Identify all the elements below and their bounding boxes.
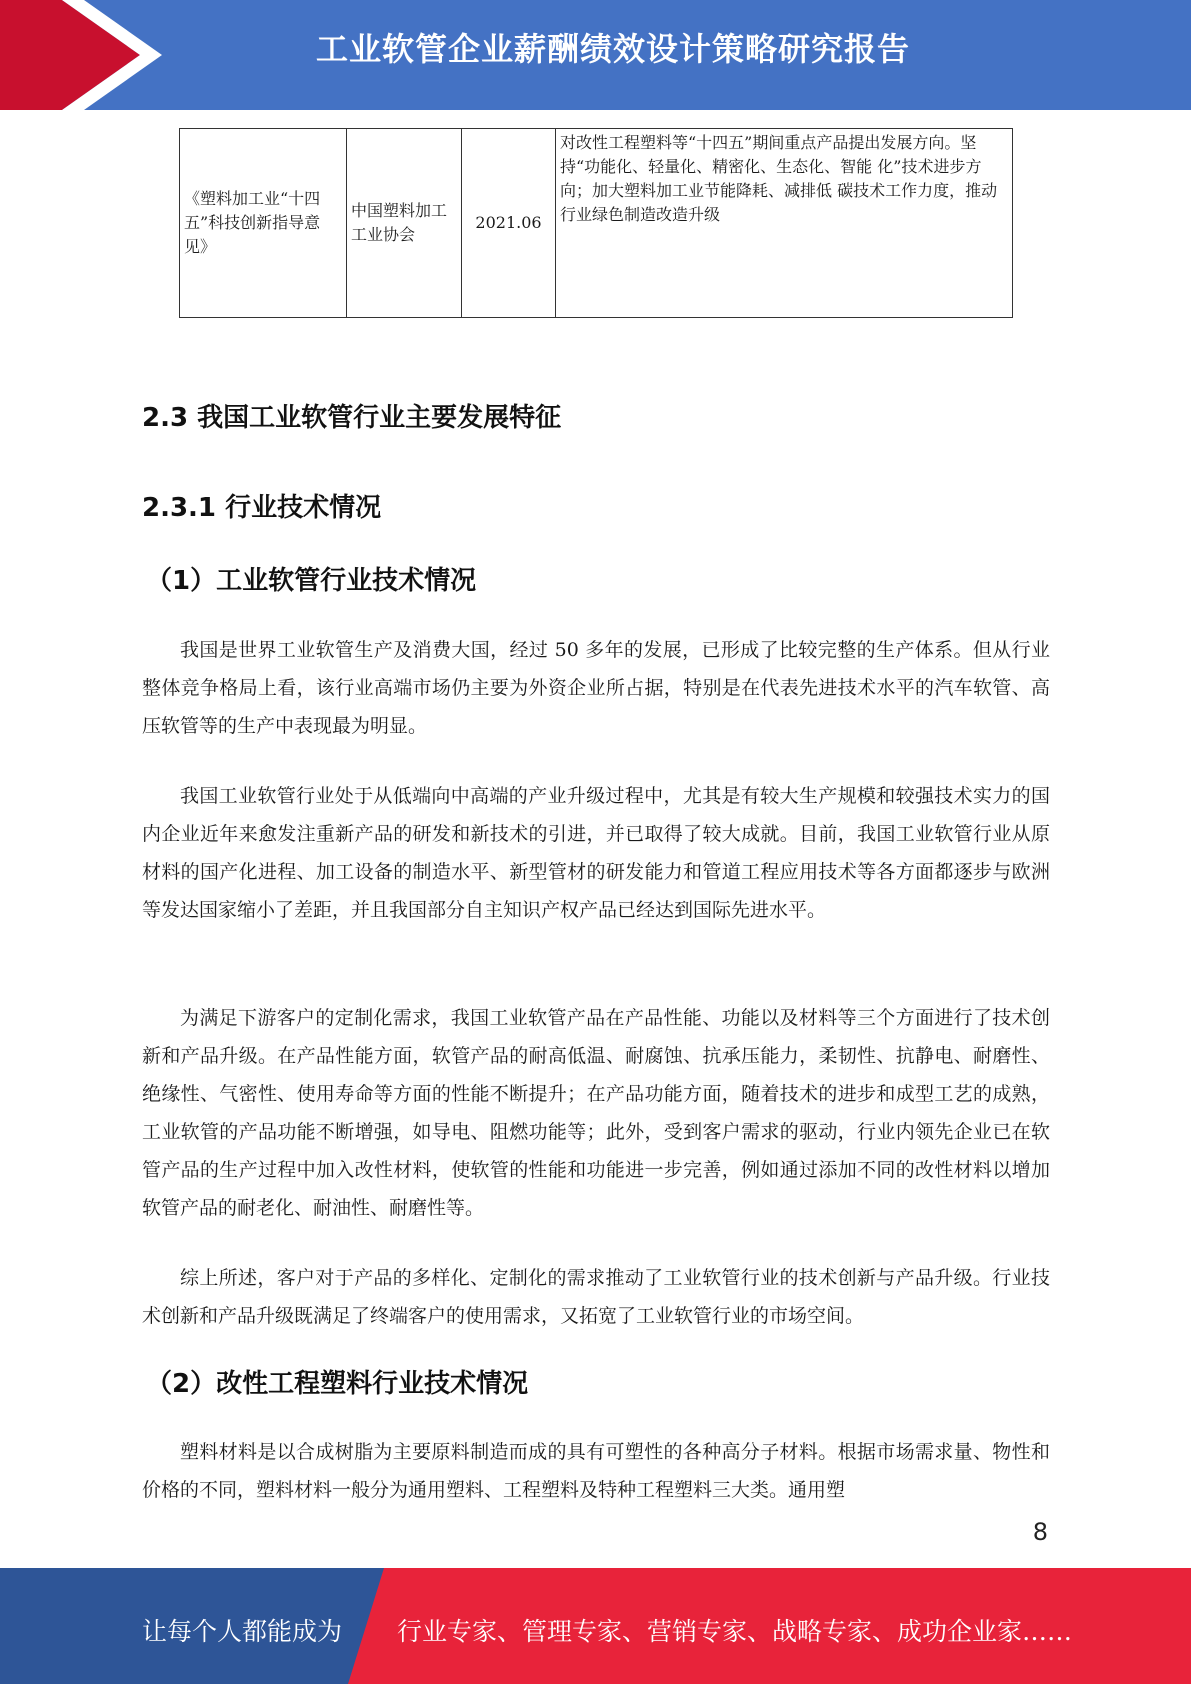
page-footer	[0, 1568, 1191, 1684]
footer-slogan-left: 让每个人都能成为	[142, 1617, 343, 1646]
body-paragraph: 我国工业软管行业处于从低端向中高端的产业升级过程中，尤其是有较大生产规模和较强技术实力的国内企业近年来愈发注重新产品的研发和新技术的引进，并已取得了较大成就。目前，我国工业软管行业从原材料的国产化进程、加工设备的制造水平、新型管材的研发能力和管道工程应用技术等各方面都逐步与欧洲等发达国家缩小了差距，并且我国部分自主知识产权产品已经达到国际先进水平。	[142, 785, 1050, 921]
footer-slogan-right: 行业专家、管理专家、营销专家、战略专家、成功企业家……	[397, 1617, 1073, 1646]
table-row	[180, 129, 1013, 318]
body-paragraph: 综上所述，客户对于产品的多样化、定制化的需求推动了工业软管行业的技术创新与产品升级。行业技术创新和产品升级既满足了终端客户的使用需求，又拓宽了工业软管行业的市场空间。	[142, 1267, 1050, 1327]
subsection-heading-hose-tech: （1）工业软管行业技术情况	[146, 566, 477, 596]
policy-content-cell: 对改性工程塑料等“十四五”期间重点产品提出发展方向。坚持“功能化、轻量化、精密化、生态化、智能 化”技术进步方向；加大塑料加工业节能降耗、减排低 碳技术工作力度，推动行业绿色制造改造升级	[556, 129, 1013, 318]
report-title: 工业软管企业薪酬绩效设计策略研究报告	[316, 30, 911, 68]
subsection-heading-plastics-tech: （2）改性工程塑料行业技术情况	[146, 1369, 529, 1399]
body-paragraph: 为满足下游客户的定制化需求，我国工业软管产品在产品性能、功能以及材料等三个方面进行了技术创新和产品升级。在产品性能方面，软管产品的耐高低温、耐腐蚀、抗承压能力，柔韧性、抗静电、耐磨性、绝缘性、气密性、使用寿命等方面的性能不断提升；在产品功能方面，随着技术的进步和成型工艺的成熟，工业软管的产品功能不断增强，如导电、阻燃功能等；此外，受到客户需求的驱动，行业内领先企业已在软管产品的生产过程中加入改性材料，使软管的性能和功能进一步完善，例如通过添加不同的改性材料以增加软管产品的耐老化、耐油性、耐磨性等。	[142, 1007, 1050, 1219]
policy-name-cell: 《塑料加工业“十四五”科技创新指导意见》	[180, 129, 347, 318]
section-heading-2-3-1: 2.3.1 行业技术情况	[142, 493, 382, 523]
policy-date-cell: 2021.06	[462, 129, 556, 318]
body-paragraph: 塑料材料是以合成树脂为主要原料制造而成的具有可塑性的各种高分子材料。根据市场需求量、物性和价格的不同，塑料材料一般分为通用塑料、工程塑料及特种工程塑料三大类。通用塑	[142, 1441, 1050, 1501]
page-header	[0, 0, 1191, 110]
page-number: 8	[1032, 1518, 1048, 1546]
policy-table	[179, 128, 1013, 318]
body-paragraph: 我国是世界工业软管生产及消费大国，经过 50 多年的发展，已形成了比较完整的生产体系。但从行业整体竞争格局上看，该行业高端市场仍主要为外资企业所占据，特别是在代表先进技术水平的汽车软管、高压软管等的生产中表现最为明显。	[142, 639, 1050, 737]
policy-issuer-cell: 中国塑料加工工业协会	[347, 129, 462, 318]
section-heading-2-3: 2.3 我国工业软管行业主要发展特征	[142, 403, 562, 433]
